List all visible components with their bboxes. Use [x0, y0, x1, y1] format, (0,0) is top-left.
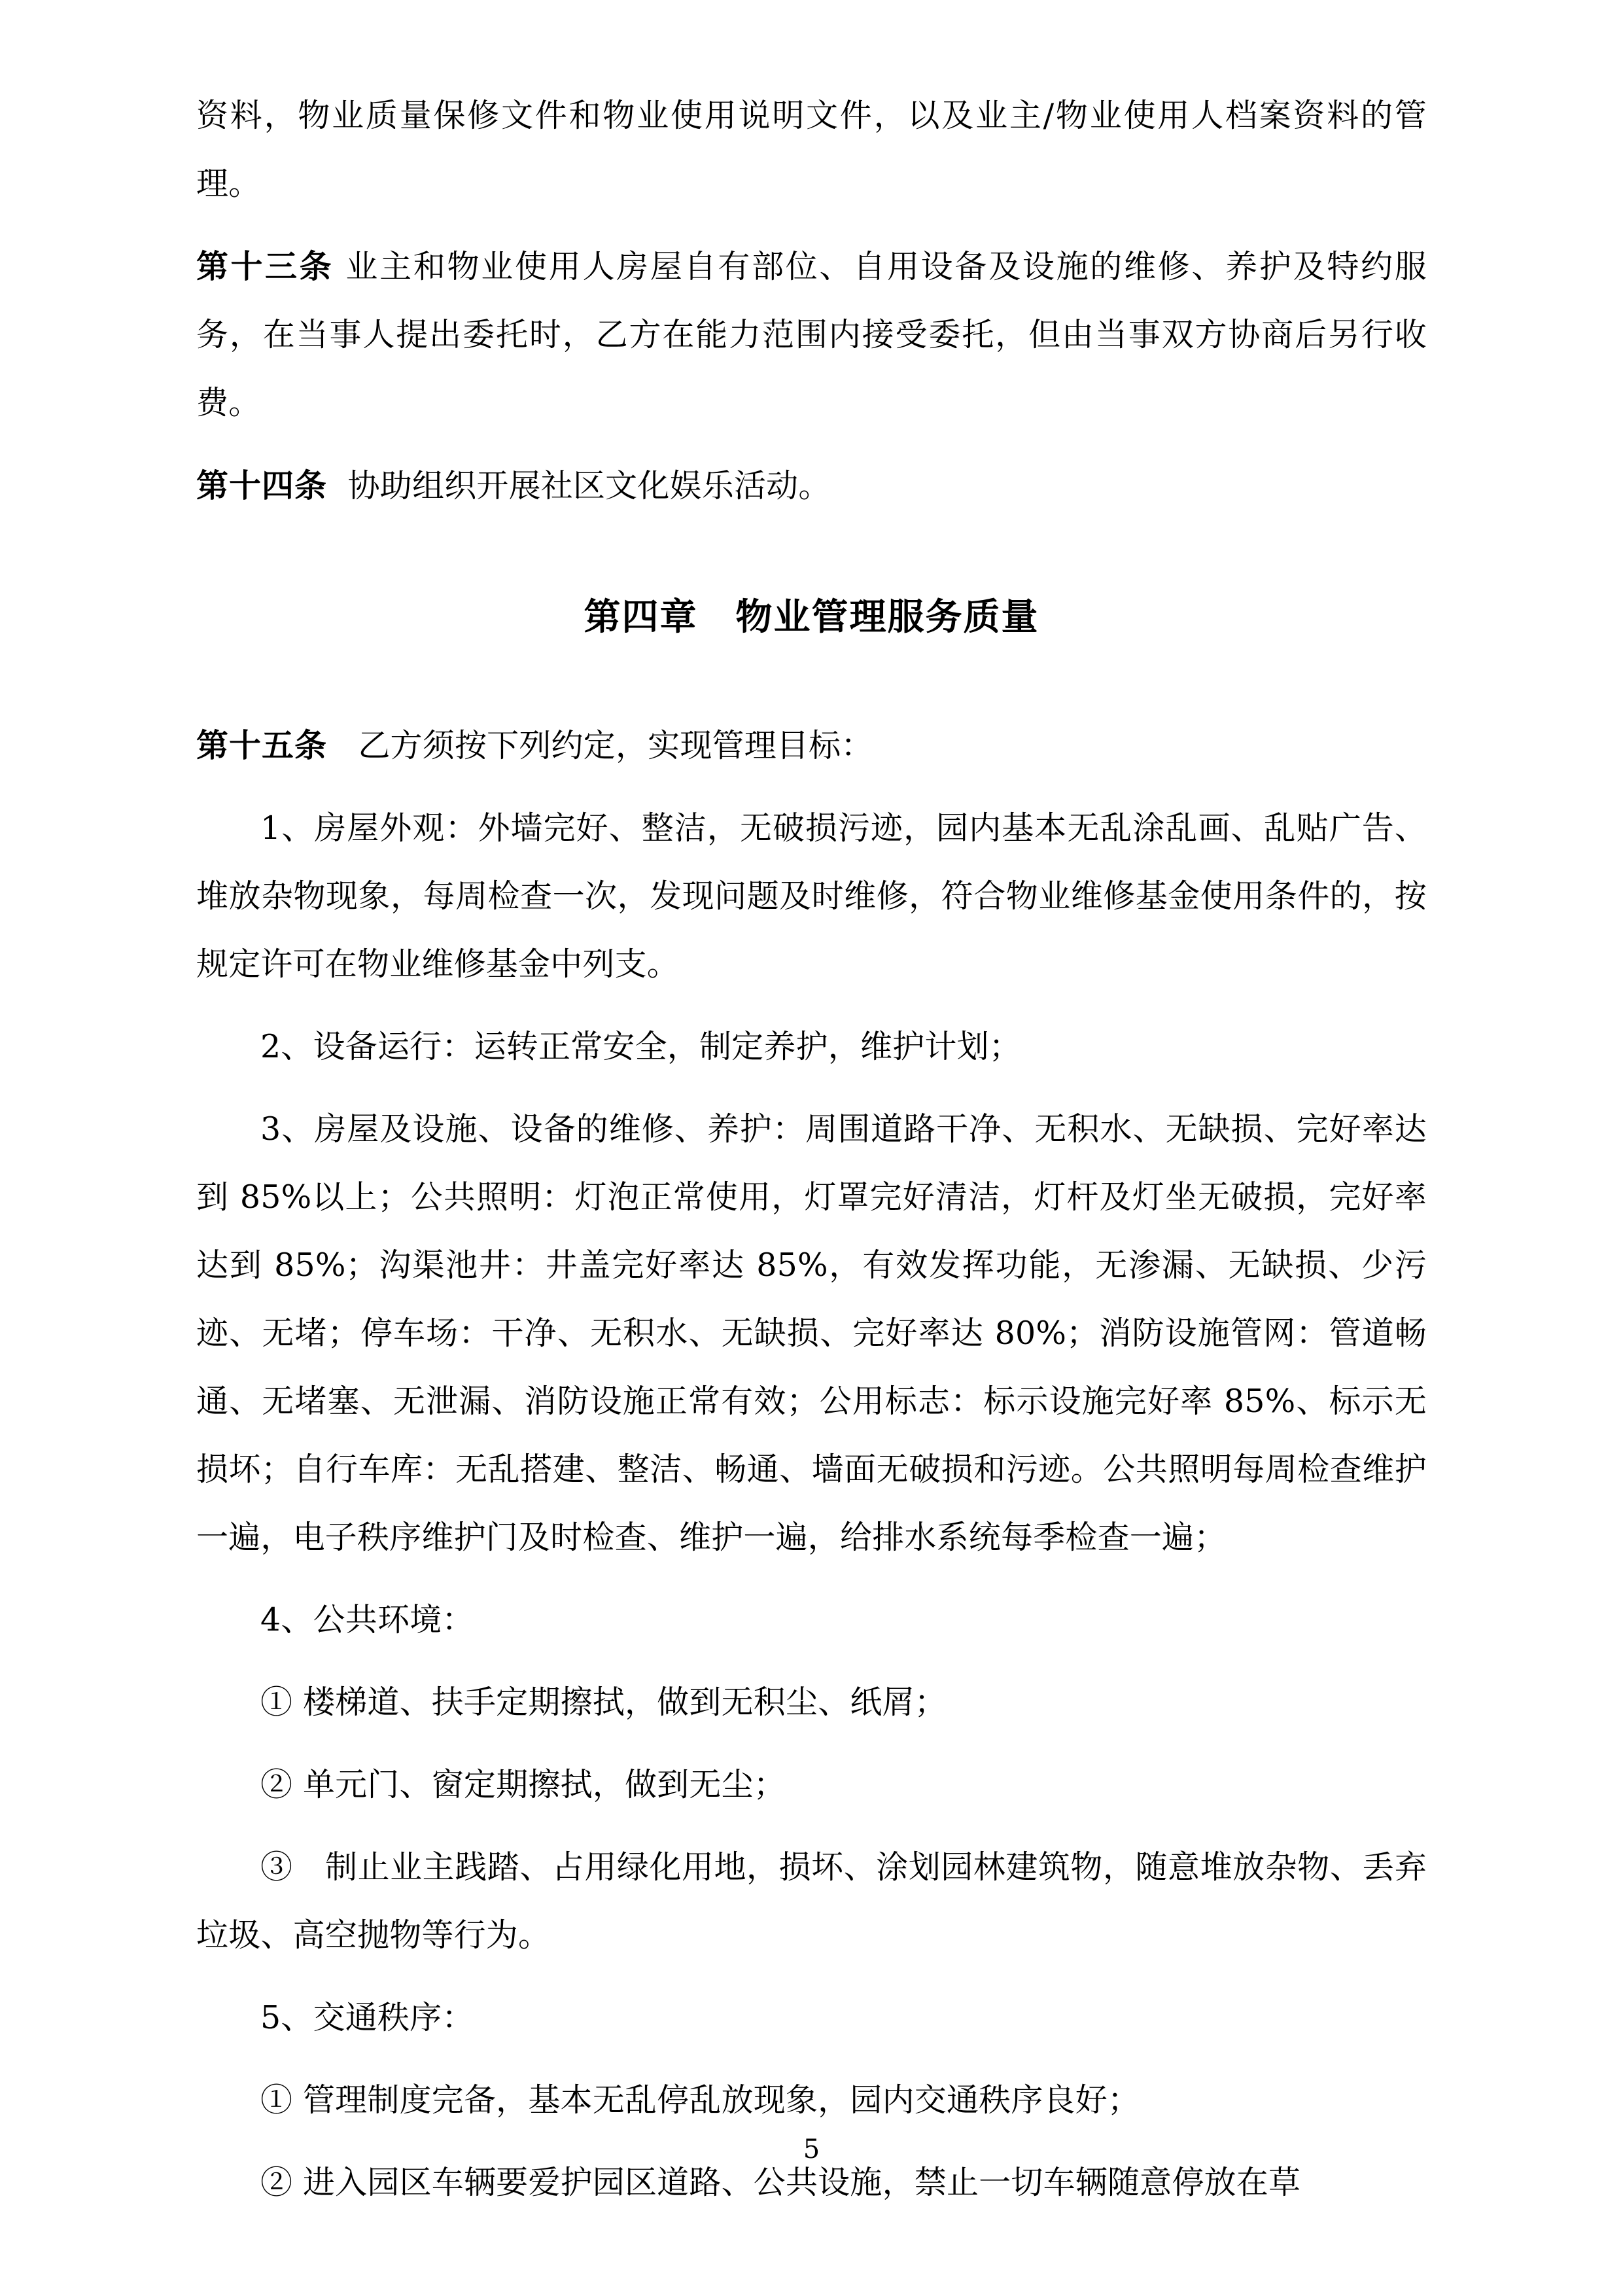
goal-item-4-sub-1: ① 楼梯道、扶手定期擦拭，做到无积尘、纸屑； [260, 1684, 947, 1721]
article-13-label: 第十三条 [196, 247, 334, 285]
article-15-paragraph [196, 711, 1427, 780]
document-body [196, 82, 1427, 2217]
goal-item-1: 1、房屋外观：外墙完好、整洁，无破损污迹，园内基本无乱涂乱画、乱贴广告、堆放杂物现象，每周检查一次，发现问题及时维修，符合物业维修基金使用条件的，按规定许可在物业维修基金中列支。 [196, 809, 1427, 983]
article-14-paragraph [196, 451, 1427, 520]
goal-item-5-sub-2: ② 进入园区车辆要爱护园区道路、公共设施，禁止一切车辆随意停放在草 [260, 2164, 1301, 2201]
paragraph-continuation: 资料，物业质量保修文件和物业使用说明文件，以及业主/物业使用人档案资料的管理。 [196, 97, 1427, 202]
goal-item-5-sub-1: ① 管理制度完备，基本无乱停乱放现象，园内交通秩序良好； [260, 2081, 1140, 2119]
goal-item-5: 5、交通秩序： [260, 1999, 474, 2036]
article-15-text: 乙方须按下列约定，实现管理目标： [358, 727, 873, 764]
article-14-text: 协助组织开展社区文化娱乐活动。 [347, 467, 831, 504]
article-13-spacer [334, 248, 345, 285]
article-13-paragraph [196, 232, 1427, 437]
goal-item-4-sub-3: ③ 制止业主践踏、占用绿化用地，损坏、涂划园林建筑物，随意堆放杂物、丢弃垃圾、高空抛物等行为。 [196, 1848, 1427, 1954]
chapter-heading: 第四章 物业管理服务质量 [584, 595, 1039, 639]
article-13-text: 业主和物业使用人房屋自有部位、自用设备及设施的维修、养护及特约服务，在当事人提出委托时，乙方在能力范围内接受委托，但由当事双方协商后另行收费。 [196, 248, 1427, 421]
goal-item-2: 2、设备运行：运转正常安全，制定养护，维护计划； [260, 1028, 1021, 1065]
goal-item-4-sub-2: ② 单元门、窗定期擦拭，做到无尘； [260, 1766, 786, 1803]
page-number: 5 [803, 2134, 820, 2164]
article-14-spacer [327, 467, 348, 504]
goal-item-3: 3、房屋及设施、设备的维修、养护：周围道路干净、无积水、无缺损、完好率达到 85%以上；公共照明：灯泡正常使用，灯罩完好清洁，灯杆及灯坐无破损，完好率达到 85%；沟渠池井：井盖完好率达 85%，有效发挥功能，无渗漏、无缺损、少污迹、无堵；停车场：干净、无积水、无缺损、完好率达 80%；消防设施管网：管道畅通、无堵塞、无泄漏、消防设施正常有效；公用标志：标示设施完好率 85%、标示无损坏；自行车库：无乱搭建、整洁、畅通、墙面无破损和污迹。公共照明每周检查维护一遍，电子秩序维护门及时检查、维护一遍，给排水系统每季检查一遍； [196, 1110, 1427, 1556]
article-14-label: 第十四条 [196, 467, 328, 504]
article-15-label: 第十五条 [196, 726, 328, 764]
goal-item-4: 4、公共环境： [260, 1601, 474, 1638]
article-15-spacer [327, 727, 358, 764]
